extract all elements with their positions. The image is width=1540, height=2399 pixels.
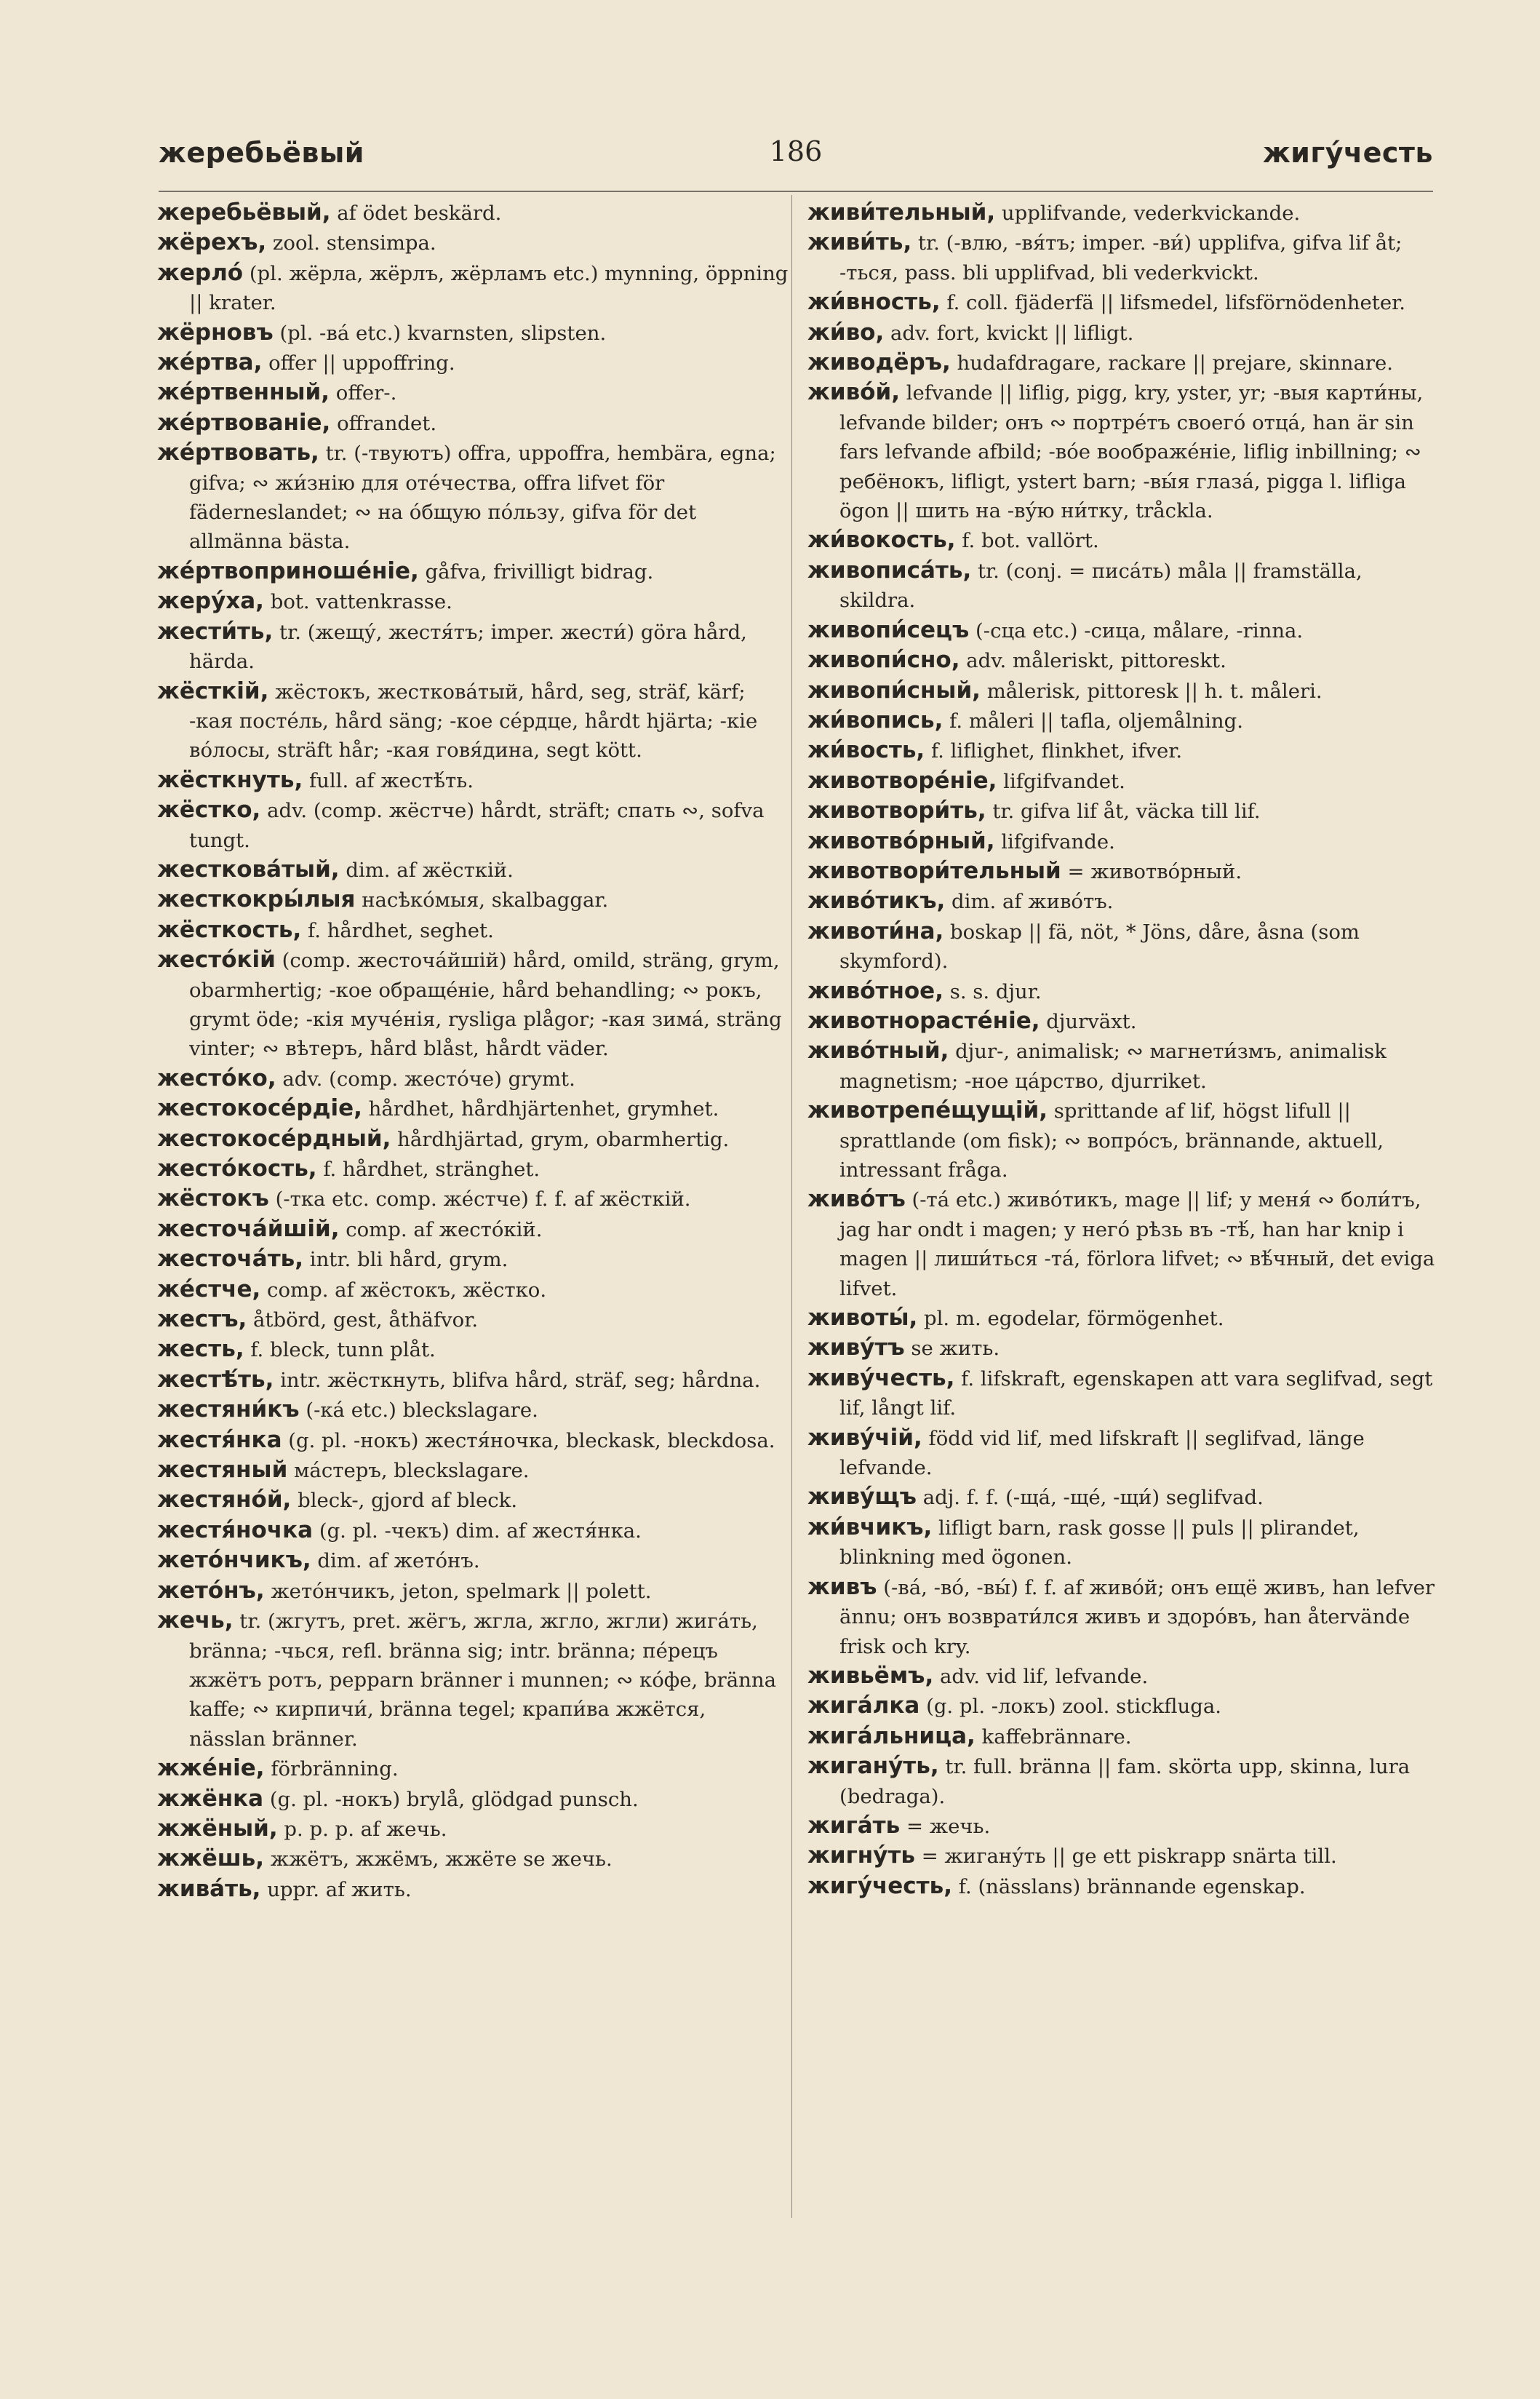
entry-definition: (g. pl. -чекъ) dim. af жестя́нка. bbox=[313, 1519, 642, 1543]
entry-definition: intr. bli hård, grym. bbox=[303, 1248, 508, 1272]
entry-definition: насѣко́мыя, skalbaggar. bbox=[355, 888, 609, 912]
entry-headword: живу́щъ bbox=[807, 1484, 917, 1511]
entry-definition: жето́нчикъ, jeton, spelmark || polett. bbox=[264, 1579, 652, 1603]
entry-definition: f. bleck, tunn plåt. bbox=[244, 1338, 436, 1362]
entry-definition: f. lifskraft, egenskapen att vara seglifvad, segt lif, långt lif. bbox=[839, 1366, 1433, 1420]
entry-definition: (pl. -ва́ etc.) kvarnsten, slipsten. bbox=[273, 321, 607, 345]
entry-headword: жеру́ха, bbox=[157, 588, 264, 615]
entry-headword: жи́вость, bbox=[807, 737, 925, 764]
entry-definition: offer-. bbox=[330, 381, 397, 405]
entry-definition: upplifvande, vederkvickande. bbox=[995, 202, 1301, 225]
entry-headword: жестяни́къ bbox=[157, 1396, 300, 1423]
header-left-guideword: жеребьёвый bbox=[159, 137, 364, 169]
entry-definition: hårdhjärtad, grym, obarmhertig. bbox=[391, 1127, 730, 1151]
entry-definition: tr. (conj. = писа́ть) måla || framställa, skildra. bbox=[839, 559, 1363, 613]
entry-headword: же́ртва, bbox=[157, 349, 263, 376]
dictionary-entry bbox=[157, 915, 789, 945]
dictionary-entry bbox=[807, 856, 1439, 886]
entry-headword: жигану́ть, bbox=[807, 1753, 939, 1780]
dictionary-entry bbox=[157, 1154, 789, 1184]
entry-definition: offrandet. bbox=[330, 411, 437, 435]
entry-definition: intr. жёсткнуть, blifva hård, sträf, seg; hårdna. bbox=[274, 1368, 761, 1392]
dictionary-entry bbox=[157, 1124, 789, 1154]
entry-headword: жестя́нка bbox=[157, 1426, 282, 1453]
entry-headword: жигу́честь, bbox=[807, 1872, 953, 1899]
dictionary-entry bbox=[157, 1754, 789, 1783]
entry-definition: sprittande af lif, högst lifull || sprattlande (om fisk); ∾ вопро́съ, brännande, aktuell, intressant fråga. bbox=[839, 1099, 1384, 1182]
dictionary-entry bbox=[157, 1784, 789, 1814]
entry-definition: gåfva, frivilligt bidrag. bbox=[418, 560, 654, 584]
entry-headword: живо́тный, bbox=[807, 1038, 949, 1065]
dictionary-entry bbox=[157, 1064, 789, 1094]
dictionary-entry bbox=[807, 917, 1439, 976]
entry-definition: ма́стеръ, bleckslagare. bbox=[287, 1459, 530, 1483]
entry-headword: жига́лка bbox=[807, 1692, 920, 1719]
entry-definition: tr. (-твуютъ) offra, uppoffra, hembära, egna; gifva; ∾ жи́знію для оте́чества, offra lifvet för fäderneslandet; ∾ на о́бщую по́льзу, gifva för det allmänna bästa. bbox=[189, 442, 776, 554]
entry-definition: dim. af жето́нъ. bbox=[311, 1549, 480, 1573]
entry-headword: живопи́сецъ bbox=[807, 616, 970, 643]
entry-headword: жёстко, bbox=[157, 797, 261, 824]
entry-definition: (pl. жёрла, жёрлъ, жёрламъ etc.) mynning, öppning || krater. bbox=[189, 261, 789, 315]
entry-definition: (-та́ etc.) живо́тикъ, mage || lif; у меня́ ∾ боли́тъ, jag har ondt i magen; у него́ рѣзь въ -тѣ́, han har knip i magen || лиши́ться -та́, förlora lifvet; ∾ вѣ́чный, det eviga lifvet. bbox=[839, 1188, 1435, 1300]
entry-definition: djur-, animalisk; ∾ магнети́змъ, animalisk magnetism; -ное ца́рство, djurriket. bbox=[839, 1040, 1387, 1093]
dictionary-entry bbox=[807, 228, 1439, 287]
dictionary-entry bbox=[157, 1334, 789, 1364]
entry-definition: (-ва́, -во́, -вы́) f. f. af живо́й; онъ ещё живъ, han lefver ännu; онъ возврати́лся живъ и здоро́въ, han återvände frisk och kry. bbox=[839, 1575, 1435, 1658]
entry-definition: (comp. жесточа́йшій) hård, omild, sträng, grym, obarmhertig; -кое обраще́ніе, hård behandling; ∾ рокъ, grymt öde; -кія муче́нія, rysliga plågor; -кая зима́, sträng vinter; ∾ вѣтеръ, hård blåst, hårdt väder. bbox=[189, 949, 782, 1061]
dictionary-entry bbox=[157, 1576, 789, 1606]
dictionary-entry bbox=[157, 1455, 789, 1485]
dictionary-entry bbox=[157, 855, 789, 885]
entry-headword: жести́ть, bbox=[157, 618, 274, 645]
dictionary-entry bbox=[807, 796, 1439, 826]
dictionary-entry bbox=[157, 677, 789, 765]
entry-definition: (-сца etc.) -сица, målare, -rinna. bbox=[969, 618, 1304, 642]
dictionary-entry bbox=[807, 976, 1439, 1006]
entry-headword: живи́ть, bbox=[807, 229, 912, 256]
entry-definition: comp. af жесто́кій. bbox=[339, 1217, 543, 1241]
dictionary-entry bbox=[157, 228, 789, 258]
entry-headword: живо́й, bbox=[807, 379, 900, 406]
entry-definition: adv. vid lif, lefvande. bbox=[933, 1664, 1149, 1688]
dictionary-entry bbox=[807, 1811, 1439, 1841]
dictionary-entry bbox=[157, 1516, 789, 1545]
dictionary-entry bbox=[807, 348, 1439, 378]
entry-definition: offer || uppoffring. bbox=[262, 351, 455, 375]
dictionary-entry bbox=[807, 1513, 1439, 1572]
entry-definition: (-тка etc. comp. же́стче) f. f. af жёсткій. bbox=[268, 1187, 691, 1212]
entry-definition: (g. pl. -нокъ) brylå, glödgad punsch. bbox=[263, 1787, 639, 1811]
entry-definition: hudafdragare, rackare || prejare, skinnare. bbox=[950, 351, 1394, 375]
dictionary-entry bbox=[807, 1364, 1439, 1423]
dictionary-entry bbox=[807, 736, 1439, 765]
entry-headword: жже́ніе, bbox=[157, 1755, 265, 1782]
entry-definition: boskap || fä, nöt, * Jöns, dåre, åsna (som skymford). bbox=[839, 920, 1360, 974]
entry-definition: pl. m. egodelar, förmögenhet. bbox=[917, 1307, 1224, 1331]
entry-headword: живи́тельный, bbox=[807, 199, 996, 226]
entry-definition: s. s. djur. bbox=[943, 979, 1042, 1003]
dictionary-entry bbox=[807, 706, 1439, 736]
dictionary-entry bbox=[807, 1751, 1439, 1811]
dictionary-entry bbox=[157, 378, 789, 407]
entry-headword: живопи́сный, bbox=[807, 677, 981, 704]
entry-headword: жи́вность, bbox=[807, 289, 941, 316]
entry-definition: kaffebrännare. bbox=[975, 1724, 1132, 1748]
entry-definition: adv. fort, kvickt || lifligt. bbox=[884, 321, 1134, 345]
entry-headword: жето́нчикъ, bbox=[157, 1547, 311, 1574]
dictionary-entry bbox=[807, 556, 1439, 616]
dictionary-entry bbox=[807, 645, 1439, 675]
dictionary-entry bbox=[807, 886, 1439, 916]
left-column bbox=[157, 198, 789, 1904]
entry-headword: жесто́ко, bbox=[157, 1065, 276, 1091]
entry-definition: жёстокъ, жестковáтый, hård, seg, sträf, kärf; -кая посте́ль, hård säng; -кое се́рдце, hårdt hjärta; -кіе во́лосы, sträft hår; -кая говя́дина, segt kött. bbox=[189, 680, 758, 763]
entry-headword: жесть, bbox=[157, 1336, 244, 1363]
dictionary-entry bbox=[157, 945, 789, 1064]
dictionary-entry bbox=[807, 1423, 1439, 1483]
dictionary-entry bbox=[807, 1303, 1439, 1333]
entry-headword: жёсткій, bbox=[157, 677, 269, 704]
dictionary-entry bbox=[157, 348, 789, 378]
entry-headword: жестковáтый, bbox=[157, 856, 340, 883]
entry-definition: f. liflighet, flinkhet, ifver. bbox=[925, 739, 1183, 763]
entry-headword: же́ртвоприноше́ніе, bbox=[157, 557, 419, 584]
entry-definition: lifgifvande. bbox=[994, 829, 1115, 854]
dictionary-entry bbox=[807, 1006, 1439, 1036]
entry-headword: жёсткнуть, bbox=[157, 766, 303, 793]
entry-definition: adj. f. f. (-ща́, -ще́, -щи́) seglifvad. bbox=[916, 1486, 1264, 1510]
entry-headword: жёстокъ bbox=[157, 1185, 269, 1212]
dictionary-entry bbox=[807, 1871, 1439, 1901]
entry-definition: åtbörd, gest, åthäfvor. bbox=[247, 1308, 479, 1332]
header-right-guideword: жигу́честь bbox=[1262, 137, 1433, 169]
dictionary-entry bbox=[157, 617, 789, 677]
entry-headword: живьёмъ, bbox=[807, 1662, 934, 1689]
entry-definition: p. p. p. af жечь. bbox=[277, 1817, 447, 1841]
entry-definition: adv. (comp. жесто́че) grymt. bbox=[276, 1067, 575, 1091]
entry-headword: живодёръ, bbox=[807, 349, 951, 376]
page-header bbox=[159, 137, 1433, 182]
entry-headword: живопи́сно, bbox=[807, 647, 960, 674]
entry-headword: живу́тъ bbox=[807, 1334, 905, 1361]
dictionary-entry bbox=[807, 1096, 1439, 1185]
entry-headword: жесто́кость, bbox=[157, 1155, 317, 1182]
entry-headword: жесто́кій bbox=[157, 947, 276, 974]
entry-headword: живо́тикъ, bbox=[807, 888, 946, 915]
entry-headword: жёрехъ, bbox=[157, 229, 267, 256]
entry-definition: af ödet beskärd. bbox=[330, 202, 502, 225]
dictionary-entry bbox=[807, 378, 1439, 525]
entry-definition: (-ка́ etc.) bleckslagare. bbox=[299, 1399, 538, 1423]
dictionary-entry bbox=[807, 1482, 1439, 1512]
dictionary-entry bbox=[807, 616, 1439, 645]
entry-headword: жестокосе́рдіе, bbox=[157, 1095, 362, 1122]
entry-headword: жжёнка bbox=[157, 1785, 264, 1812]
entry-headword: жи́вчикъ, bbox=[807, 1513, 933, 1540]
dictionary-entry bbox=[157, 1545, 789, 1575]
entry-headword: жесткокры́лыя bbox=[157, 886, 356, 913]
dictionary-entry bbox=[807, 1572, 1439, 1661]
dictionary-entry bbox=[157, 1425, 789, 1455]
entry-definition: dim. af жёсткій. bbox=[339, 858, 514, 882]
dictionary-entry bbox=[157, 198, 789, 228]
entry-headword: жи́вокость, bbox=[807, 527, 956, 554]
dictionary-entry bbox=[807, 827, 1439, 856]
entry-definition: full. af жестѣ́ть. bbox=[303, 768, 474, 792]
entry-headword: животи́на, bbox=[807, 918, 944, 944]
dictionary-entry bbox=[807, 287, 1439, 317]
dictionary-entry bbox=[157, 1814, 789, 1844]
entry-headword: животнорасте́ніе, bbox=[807, 1007, 1040, 1034]
dictionary-entry bbox=[157, 1874, 789, 1904]
dictionary-entry bbox=[807, 1185, 1439, 1303]
dictionary-entry bbox=[807, 1661, 1439, 1691]
dictionary-entry bbox=[157, 1275, 789, 1305]
entry-definition: f. hårdhet, seghet. bbox=[301, 918, 494, 942]
entry-definition: hårdhet, hårdhjärtenhet, grymhet. bbox=[362, 1097, 719, 1121]
entry-definition: tr. (жгутъ, pret. жёгъ, жгла, жгло, жгли) жига́ть, bränna; -чься, refl. bränna sig; intr. bränna; пе́рецъ жжётъ ротъ, pepparn bränner i munnen; ∾ ко́фе, bränna kaffe; ∾ кирпичи́, bränna tegel; крапи́ва жжётся, nässlan bränner. bbox=[189, 1610, 776, 1751]
entry-headword: жжёный, bbox=[157, 1815, 278, 1842]
entry-definition: djurväxt. bbox=[1040, 1009, 1137, 1033]
dictionary-entry bbox=[807, 1722, 1439, 1751]
entry-headword: животвори́тельный bbox=[807, 857, 1061, 884]
dictionary-entry bbox=[157, 1395, 789, 1425]
entry-definition: adv. måleriskt, pittoreskt. bbox=[959, 649, 1226, 673]
dictionary-entry bbox=[157, 1844, 789, 1874]
entry-headword: жестокосе́рдный, bbox=[157, 1125, 391, 1152]
entry-headword: же́ртвовать, bbox=[157, 439, 319, 466]
entry-headword: жи́во, bbox=[807, 319, 885, 346]
entry-headword: жёсткость, bbox=[157, 916, 302, 943]
entry-definition: comp. af жёстокъ, жёстко. bbox=[260, 1278, 547, 1302]
entry-definition: bot. vattenkrasse. bbox=[263, 590, 452, 614]
entry-headword: же́стче, bbox=[157, 1276, 261, 1302]
entry-headword: жеребьёвый, bbox=[157, 199, 331, 226]
entry-definition: tr. (жещу́, жестя́тъ; imper. жести́) göra hård, härda. bbox=[189, 620, 747, 674]
dictionary-entry bbox=[157, 885, 789, 915]
dictionary-entry bbox=[807, 198, 1439, 228]
entry-headword: жигну́ть bbox=[807, 1842, 915, 1869]
dictionary-entry bbox=[157, 1244, 789, 1274]
dictionary-entry bbox=[157, 1365, 789, 1395]
dictionary-entry bbox=[157, 438, 789, 557]
entry-definition: f. måleri || tafla, oljemålning. bbox=[943, 709, 1243, 733]
dictionary-entry bbox=[807, 1333, 1439, 1363]
entry-headword: живо́тъ bbox=[807, 1186, 906, 1213]
entry-headword: жига́ть bbox=[807, 1812, 901, 1839]
entry-definition: f. bot. vallört. bbox=[955, 529, 1099, 553]
entry-definition: målerisk, pittoresk || h. t. måleri. bbox=[980, 679, 1322, 703]
dictionary-entry bbox=[157, 1184, 789, 1214]
dictionary-entry bbox=[807, 1036, 1439, 1096]
dictionary-entry bbox=[807, 676, 1439, 706]
entry-headword: жёрновъ bbox=[157, 319, 274, 346]
entry-headword: жерло́ bbox=[157, 259, 244, 286]
entry-headword: жестя́ночка bbox=[157, 1516, 314, 1543]
dictionary-entry bbox=[157, 1094, 789, 1123]
dictionary-entry bbox=[157, 557, 789, 586]
entry-definition: = жечь. bbox=[900, 1814, 991, 1838]
page-number: 186 bbox=[769, 135, 823, 167]
entry-headword: живъ bbox=[807, 1573, 877, 1600]
dictionary-entry bbox=[807, 318, 1439, 348]
entry-definition: f. coll. fjäderfä || lifsmedel, lifsförnödenheter. bbox=[940, 291, 1405, 315]
entry-definition: lifgifvandet. bbox=[997, 769, 1125, 793]
entry-headword: же́ртвенный, bbox=[157, 379, 330, 406]
dictionary-entry bbox=[157, 586, 789, 616]
entry-headword: живу́честь, bbox=[807, 1364, 955, 1391]
entry-headword: жесточа́йшій, bbox=[157, 1215, 340, 1242]
entry-definition: tr. full. bränna || fam. skörta upp, skinna, lura (bedraga). bbox=[839, 1755, 1411, 1808]
entry-headword: животы́, bbox=[807, 1305, 918, 1332]
entry-definition: (g. pl. -нокъ) жестя́ночка, bleckask, bleckdosa. bbox=[282, 1428, 775, 1452]
entry-definition: dim. af живо́тъ. bbox=[945, 890, 1114, 914]
dictionary-entry bbox=[157, 1305, 789, 1334]
entry-definition: tr. (-влю, -вя́тъ; imper. -ви́) upplifva, gifva lif åt; -ться, pass. bli upplifvad, bli vederkvickt. bbox=[839, 231, 1403, 285]
entry-definition: f. (nässlans) brännande egenskap. bbox=[952, 1874, 1306, 1898]
entry-definition: se жить. bbox=[904, 1337, 1000, 1361]
dictionary-entry bbox=[157, 318, 789, 348]
entry-headword: животво́рный, bbox=[807, 827, 995, 854]
entry-headword: животвори́ть, bbox=[807, 797, 986, 824]
entry-headword: жечь, bbox=[157, 1607, 234, 1634]
entry-headword: жига́льница, bbox=[807, 1722, 976, 1749]
header-rule bbox=[159, 191, 1433, 192]
column-divider bbox=[791, 195, 792, 2218]
dictionary-entry bbox=[157, 795, 789, 855]
entry-headword: жесточа́ть, bbox=[157, 1246, 304, 1273]
right-column bbox=[807, 198, 1439, 1901]
entry-headword: жето́нъ, bbox=[157, 1577, 265, 1604]
entry-definition: zool. stensimpa. bbox=[266, 231, 436, 255]
entry-headword: жжёшь, bbox=[157, 1845, 265, 1872]
dictionary-entry bbox=[807, 766, 1439, 796]
dictionary-entry bbox=[157, 408, 789, 438]
dictionary-entry bbox=[807, 1841, 1439, 1871]
entry-definition: adv. (comp. жёстче) hårdt, sträft; спать ∾, sofva tungt. bbox=[189, 799, 765, 852]
entry-headword: животрепе́щущій, bbox=[807, 1097, 1048, 1124]
dictionary-entry bbox=[157, 258, 789, 318]
entry-headword: животворе́ніе, bbox=[807, 767, 997, 794]
entry-headword: живу́чій, bbox=[807, 1424, 922, 1451]
entry-definition: = жигану́ть || ge ett piskrapp snärta till. bbox=[914, 1845, 1337, 1869]
entry-definition: född vid lif, med lifskraft || seglifvad, länge lefvande. bbox=[839, 1426, 1365, 1480]
dictionary-entry bbox=[157, 1606, 789, 1754]
dictionary-entry bbox=[807, 525, 1439, 555]
entry-headword: жестяно́й, bbox=[157, 1487, 292, 1513]
entry-definition: lefvande || liflig, pigg, kry, yster, yr; -выя карти́ны, lefvande bilder; онъ ∾ портре́тъ своего́ отца́, han är sin fars lefvande afbild; -во́е воображе́ніе, liflig inbillning; ∾ ребёнокъ, lifligt, ystert barn; -вы́я глаза́, pigga l. lifliga ögon || шить на -ву́ю ни́тку, tråckla. bbox=[839, 381, 1424, 523]
entry-definition: = животво́рный. bbox=[1061, 859, 1242, 883]
entry-definition: жжётъ, жжёмъ, жжёте se жечь. bbox=[264, 1847, 613, 1871]
entry-definition: (g. pl. -локъ) zool. stickfluga. bbox=[919, 1695, 1221, 1719]
entry-headword: же́ртвованіе, bbox=[157, 409, 331, 436]
entry-definition: tr. gifva lif åt, väcka till lif. bbox=[986, 800, 1261, 824]
entry-headword: живо́тное, bbox=[807, 977, 943, 1004]
entry-definition: f. hårdhet, stränghet. bbox=[316, 1158, 540, 1181]
entry-headword: жива́ть, bbox=[157, 1875, 261, 1902]
dictionary-entry bbox=[807, 1691, 1439, 1721]
entry-headword: жестъ, bbox=[157, 1306, 247, 1333]
entry-headword: жестяный bbox=[157, 1457, 288, 1484]
dictionary-entry bbox=[157, 1214, 789, 1244]
entry-definition: uppr. af жить. bbox=[260, 1877, 412, 1901]
dictionary-entry bbox=[157, 765, 789, 795]
entry-definition: förbränning. bbox=[264, 1757, 399, 1781]
dictionary-entry bbox=[157, 1485, 789, 1515]
entry-headword: жи́вопись, bbox=[807, 707, 943, 733]
entry-headword: живописа́ть, bbox=[807, 557, 972, 584]
entry-headword: жестѣ́ть, bbox=[157, 1366, 274, 1393]
entry-definition: bleck-, gjord af bleck. bbox=[291, 1489, 518, 1513]
entry-definition: lifligt barn, rask gosse || puls || plirandet, blinkning med ögonen. bbox=[839, 1516, 1360, 1570]
